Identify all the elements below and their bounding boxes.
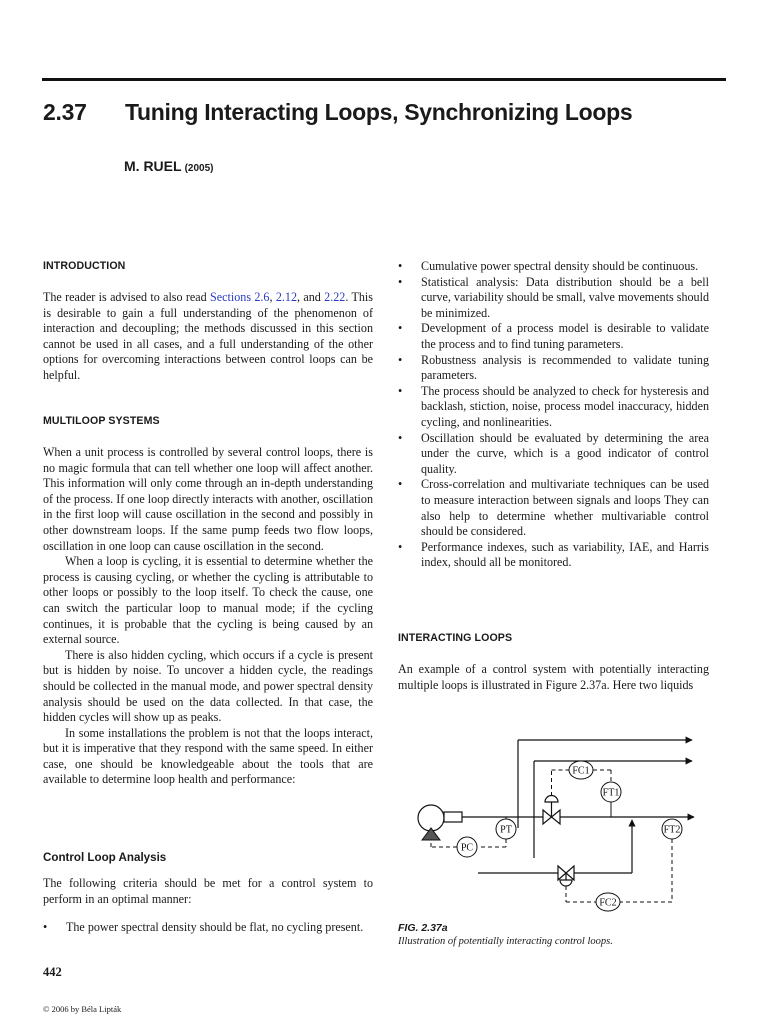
ft1-label: FT1 <box>602 787 620 799</box>
body-paragraph: In some installations the problem is not that the loops interact, but it is imperative that they respond with the same speed. In either case, one should be knowledgeable about the tools that are available to determine loop health and performance: <box>43 725 373 787</box>
section-title-text: Tuning Interacting Loops, Synchronizing Loops <box>125 99 633 125</box>
body-paragraph: When a unit process is controlled by several control loops, there is no magic formula that can tell whether one loop will affect another. This information will only come through an in-depth understanding of the process. If one loop directly interacts with another, oscillation in the first loop will cause oscillation in the second and possibly in other downstream loops. If the same pump feeds two flow loops, oscillation in one loop can cause oscillation in the second. <box>43 445 373 553</box>
intro-sep: , <box>269 290 276 304</box>
pt-label: PT <box>500 824 512 836</box>
control-loop-diagram <box>398 728 708 918</box>
pump-icon <box>418 805 444 831</box>
bullet-item: • Cross-correlation and multivariate techniques can be used to measure interaction between signals and loops They can also help to determine whether multivariable control should be considered. <box>398 477 709 539</box>
pump-discharge-icon <box>444 812 462 822</box>
fc2-label: FC2 <box>599 897 617 909</box>
copyright-line: © 2006 by Béla Lipták <box>43 1004 122 1014</box>
bullet-item: • Performance indexes, such as variability, IAE, and Harris index, should all be monitored. <box>398 540 709 571</box>
link-section-2-6[interactable]: Sections 2.6 <box>210 290 270 304</box>
interacting-paragraph: An example of a control system with potentially interacting multiple loops is illustrated in Figure 2.37a. Here two liquids <box>398 662 709 692</box>
page-number: 442 <box>43 965 62 979</box>
introduction-paragraph <box>43 290 373 384</box>
figure-caption: Illustration of potentially interacting control loops. <box>398 936 613 947</box>
multiloop-body <box>43 445 373 788</box>
author-line <box>124 158 213 174</box>
bullet-item: • Robustness analysis is recommended to validate tuning parameters. <box>398 353 709 384</box>
analysis-intro: The following criteria should be met for a control system to perform in an optimal manner: <box>43 876 373 906</box>
intro-text-end: . This is desirable to gain a full understanding of the phenomenon of interaction and decoupling; the methods discussed in this section cannot be used in all cases, and a full understanding of the other options for overcoming interactions between control loops can be helpful. <box>43 290 373 382</box>
multiloop-heading: MULTILOOP SYSTEMS <box>43 415 160 427</box>
figure-label: FIG. 2.37a <box>398 922 448 934</box>
link-section-2-22[interactable]: 2.22 <box>324 290 346 304</box>
ft2-label: FT2 <box>663 824 681 836</box>
intro-sep: , and <box>297 290 325 304</box>
interacting-loops-heading: INTERACTING LOOPS <box>398 632 513 644</box>
analysis-bullets-left <box>43 920 373 936</box>
control-loop-analysis-heading: Control Loop Analysis <box>43 851 167 864</box>
valve-actuator-icon <box>560 880 572 886</box>
bullet-item: • Development of a process model is desirable to validate the process and to find tuning parameters. <box>398 321 709 352</box>
intro-text-start: The reader is advised to also read <box>43 290 211 304</box>
figure-2-37a <box>398 728 708 923</box>
bullet-item: • The power spectral density should be flat, no cycling present. <box>43 920 373 936</box>
pc-label: PC <box>460 842 474 854</box>
section-number: 2.37 <box>43 99 87 125</box>
bullet-item: • Cumulative power spectral density should be continuous. <box>398 259 709 275</box>
bullet-item: • The process should be analyzed to check for hysteresis and backlash, stiction, noise, process model inaccuracy, hidden cycling, and nonlinearities. <box>398 384 709 431</box>
valve-actuator-icon <box>545 796 558 803</box>
body-paragraph: There is also hidden cycling, which occurs if a cycle is present but is hidden by noise. To uncover a hidden cycle, the readings should be collected in the manual mode, and power spectral density analysis should be used on the data collected. In that case, the hidden cycles will show up as peaks. <box>43 647 373 725</box>
top-rule <box>42 78 726 81</box>
author-year: (2005) <box>184 163 214 174</box>
section-title <box>43 99 632 126</box>
introduction-heading: INTRODUCTION <box>43 260 126 272</box>
bullet-item: • Statistical analysis: Data distribution should be a bell curve, variability should be small, valve movements should be minimized. <box>398 275 709 322</box>
bullet-item: • Oscillation should be evaluated by determining the area under the curve, which is a good indicator of control quality. <box>398 431 709 478</box>
link-section-2-12[interactable]: 2.12 <box>275 290 298 304</box>
analysis-bullets-right <box>398 259 709 571</box>
body-paragraph: When a loop is cycling, it is essential to determine whether the process is causing cycling, or whether the cycling is attributable to other loops or possibly to the loop itself. To check the cause, one can switch the particular loop to manual mode; if the cycling continues, it is probable that the cycling is being caused by an external source. <box>43 554 373 647</box>
fc1-label: FC1 <box>572 765 590 777</box>
author-name: M. RUEL <box>124 158 182 174</box>
